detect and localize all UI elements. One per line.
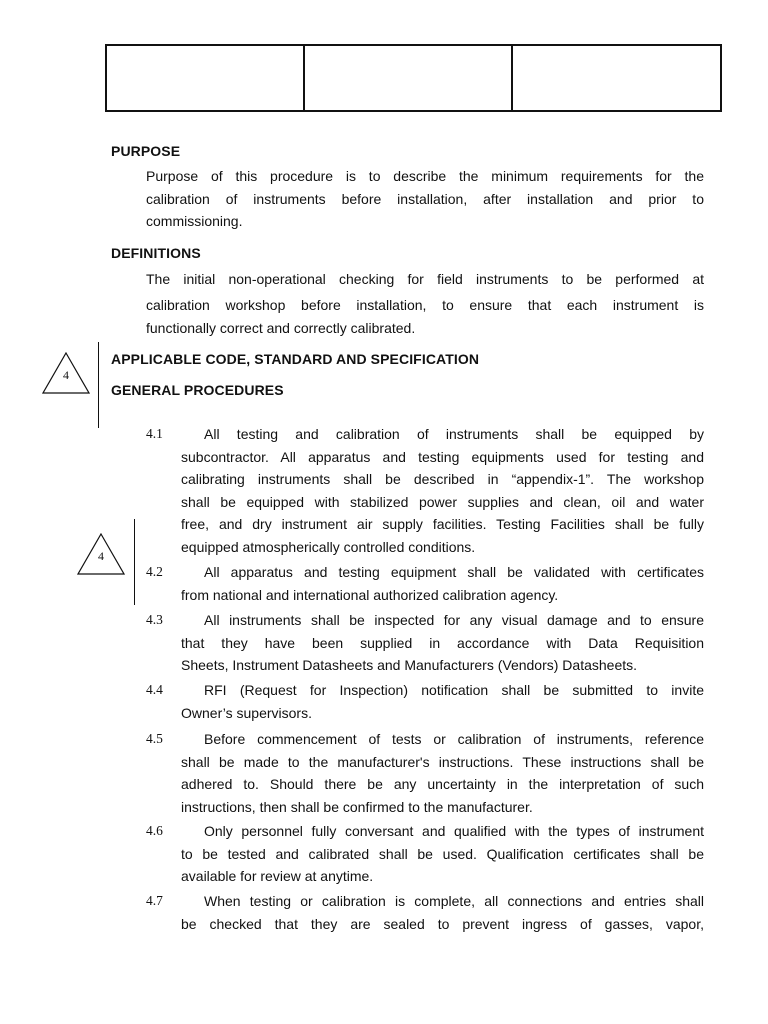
text-line: shall be made to the manufacturer's instructions. These instructions shall be (181, 753, 704, 770)
revision-triangle-icon (77, 533, 125, 575)
text-line: Owner’s supervisors. (181, 704, 312, 721)
item-number: 4.5 (146, 731, 163, 746)
text-line: calibration workshop before installation, to ensure that each instrument is (146, 297, 704, 313)
text-line: adhered to. Should there be any uncertainty in the interpretation of such (181, 776, 704, 792)
text-line: equipped atmospherically controlled conditions. (181, 538, 476, 555)
header-cell-2 (303, 46, 511, 110)
definitions-paragraph (146, 268, 704, 339)
definitions-heading: DEFINITIONS (111, 245, 201, 261)
text-line: Purpose of this procedure is to describe the minimum requirements for the (146, 168, 704, 184)
text-line: All apparatus and testing equipment shall be validated with certificates (204, 564, 704, 580)
text-line: calibration of instruments before installation, after installation and prior to (146, 190, 704, 207)
text-line: functionally correct and correctly calibrated. (146, 319, 416, 336)
item-number: 4.6 (146, 823, 163, 838)
applicable-heading: APPLICABLE CODE, STANDARD AND SPECIFICATION (111, 351, 480, 367)
item-number: 4.1 (146, 426, 163, 441)
revision-bar (98, 342, 99, 428)
text-line: instructions, then shall be confirmed to the manufacturer. (181, 798, 533, 815)
text-line: from national and international authorized calibration agency. (181, 586, 559, 603)
purpose-heading: PURPOSE (111, 143, 181, 159)
revision-bar (134, 519, 135, 605)
text-line: calibrating instruments shall be described in “appendix-1”. The workshop (181, 471, 704, 487)
item-number: 4.2 (146, 564, 163, 579)
text-line: be checked that they are sealed to prevent ingress of gasses, vapor, (181, 915, 704, 932)
header-cell-1 (107, 46, 303, 110)
text-line: available for review at anytime. (181, 868, 374, 884)
revision-number: 4 (63, 368, 69, 382)
revision-triangle-icon (42, 352, 90, 394)
purpose-paragraph (146, 165, 704, 233)
text-line: All testing and calibration of instruments shall be equipped by (204, 426, 704, 442)
item-number: 4.4 (146, 682, 163, 697)
header-table (105, 44, 722, 112)
text-line: When testing or calibration is complete, all connections and entries shall (204, 893, 704, 909)
item-number: 4.3 (146, 612, 163, 627)
general-heading: GENERAL PROCEDURES (111, 382, 284, 398)
text-line: RFI (Request for Inspection) notification shall be submitted to invite (204, 682, 704, 698)
item-number: 4.7 (146, 893, 163, 908)
text-line: All instruments shall be inspected for any visual damage and to ensure (204, 612, 704, 628)
header-cell-3 (511, 46, 720, 110)
text-line: Sheets, Instrument Datasheets and Manufacturers (Vendors) Datasheets. (181, 657, 638, 673)
revision-number: 4 (98, 549, 104, 563)
text-line: Before commencement of tests or calibration of instruments, reference (204, 731, 704, 747)
text-line: Only personnel fully conversant and qualified with the types of instrument (204, 823, 704, 839)
text-line: that they have been supplied in accordance with Data Requisition (181, 634, 704, 651)
text-line: The initial non-operational checking for field instruments to be performed at (146, 271, 704, 287)
text-line: shall be equipped with stabilized power supplies and clean, oil and water (181, 493, 704, 510)
text-line: commissioning. (146, 213, 243, 229)
text-line: subcontractor. All apparatus and testing equipments used for testing and (181, 448, 704, 465)
text-line: free, and dry instrument air supply facilities. Testing Facilities shall be fully (181, 516, 704, 532)
text-line: to be tested and calibrated shall be used. Qualification certificates shall be (181, 845, 704, 862)
